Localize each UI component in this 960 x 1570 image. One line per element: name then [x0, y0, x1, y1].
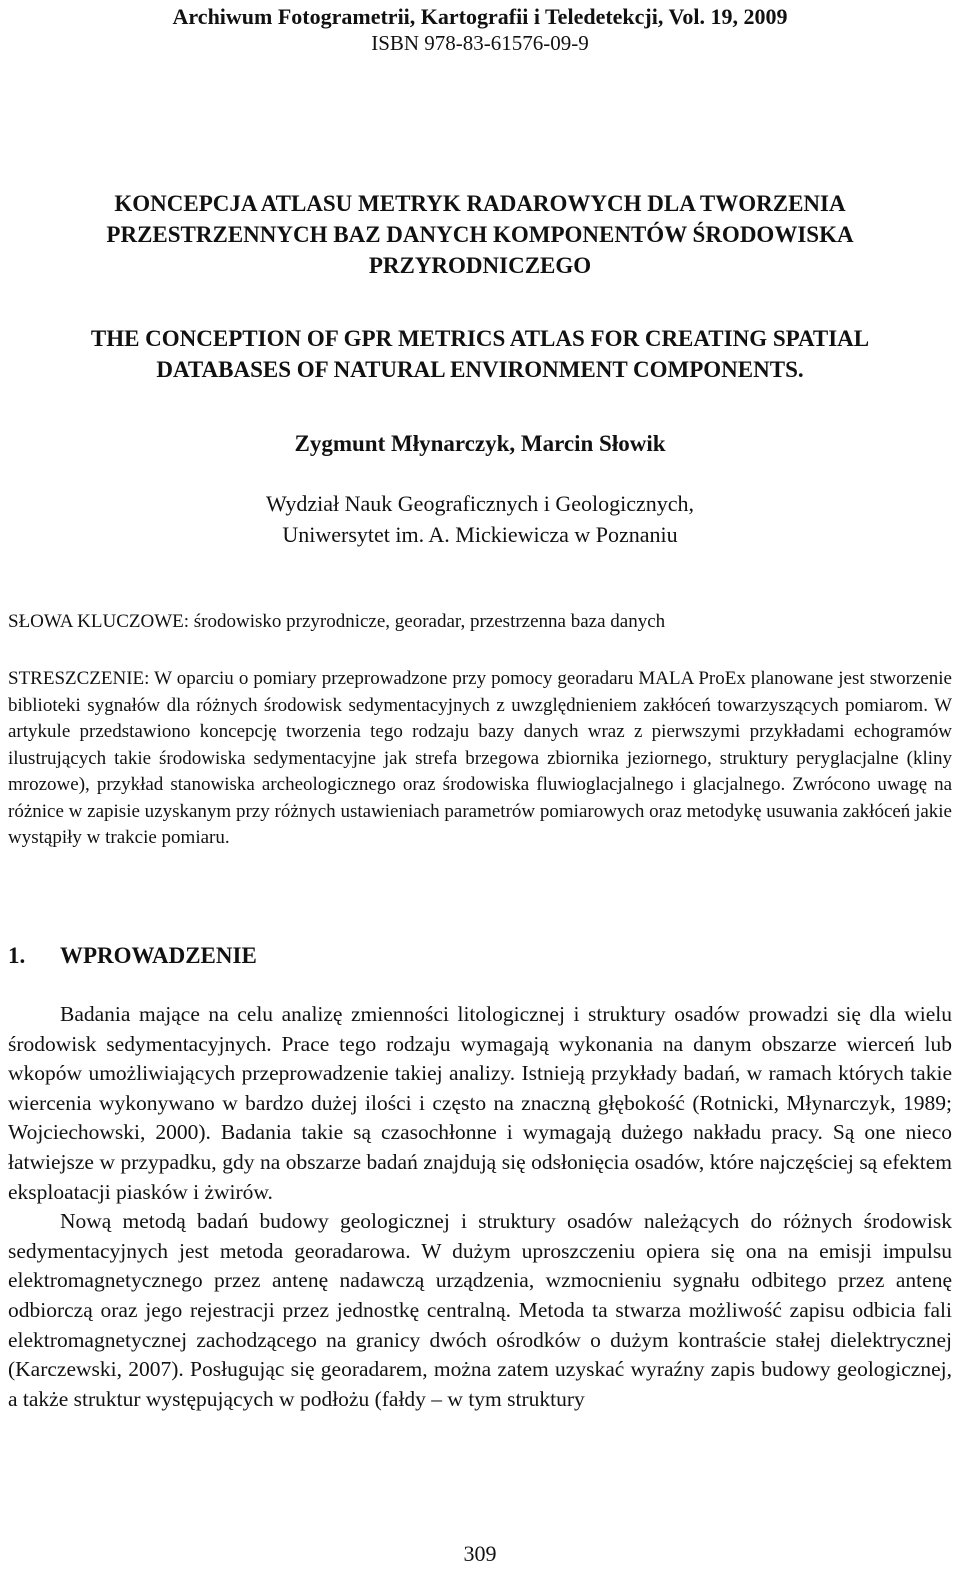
- title-polish: [0, 188, 960, 281]
- abstract: STRESZCZENIE: W oparciu o pomiary przeprowadzone przy pomocy georadaru MALA ProEx planowane jest stworzenie biblioteki sygnałów dla różnych środowisk sedymentacyjnych z uwzględnieniem zakłóceń towarzyszących pomiarom. W artykule przedstawiono koncepcję tworzenia tego rodzaju bazy danych wraz z pierwszymi przykładami echogramów ilustrujących takie środowiska sedymentacyjne jak strefa brzegowa zbiornika jeziornego, struktury peryglacjalne (kliny mrozowe), przykład stanowiska archeologicznego oraz środowiska fluwioglacjalnego i glacjalnego. Zwrócono uwagę na różnice w zapisie uzyskanym przy różnych ustawieniach parametrów pomiarowych oraz metodykę usuwania zakłóceń jakie wystąpiły w trakcie pomiaru.: [8, 668, 952, 848]
- keywords: SŁOWA KLUCZOWE: środowisko przyrodnicze, georadar, przestrzenna baza danych: [8, 611, 666, 632]
- body-text: [8, 1000, 952, 1414]
- body-paragraph: Badania mające na celu analizę zmienności litologicznej i struktury osadów prowadzi się dla wielu środowisk sedymentacyjnych. Prace tego rodzaju wymagają wykonania na danym obszarze wierceń lub wkopów umożliwiających przeprowadzenie takiej analizy. Istnieją przykłady badań, w ramach których takie wiercenia wykonywano w bardzo dużej ilości i często na znaczną głębokość (Rotnicki, Młynarczyk, 1989; Wojciechowski, 2000). Badania takie są czasochłonne i wymagają dużego nakładu pracy. Są one nieco łatwiejsze w przypadku, gdy na obszarze badań znajdują się odsłonięcia osadów, które najczęściej są efektem eksploatacji piasków i żwirów.: [8, 1002, 952, 1204]
- title-polish-line: PRZESTRZENNYCH BAZ DANYCH KOMPONENTÓW ŚRODOWISKA: [106, 222, 854, 247]
- body-paragraph: Nową metodą badań budowy geologicznej i struktury osadów należących do różnych środowisk sedymentacyjnych jest metoda georadarowa. W dużym uproszczeniu opiera się ona na emisji impulsu elektromagnetycznego przez antenę nadawczą urządzenia, wzmocnieniu sygnału odbitego przez antenę odbiorczą oraz jego rejestracji przez jednostkę centralną. Metoda ta stwarza możliwość zapisu odbicia fali elektromagnetycznej zachodzącego na granicy dwóch ośrodków o dużym kontraście stałej dielektrycznej (Karczewski, 2007). Posługując się georadarem, można zatem uzyskać wyraźny zapis budowy geologicznej, a także struktur występujących w podłożu (fałdy – w tym struktury: [8, 1209, 952, 1411]
- isbn: ISBN 978-83-61576-09-9: [371, 31, 589, 55]
- section-title: WPROWADZENIE: [60, 943, 257, 968]
- section-heading: [8, 940, 257, 971]
- affiliation-line: Uniwersytet im. A. Mickiewicza w Poznaniu: [282, 522, 678, 547]
- title-polish-line: PRZYRODNICZEGO: [368, 253, 592, 278]
- title-english-line: THE CONCEPTION OF GPR METRICS ATLAS FOR CREATING SPATIAL: [90, 326, 870, 351]
- title-block: [0, 188, 960, 385]
- affiliation: [0, 488, 960, 550]
- running-head: [0, 3, 960, 57]
- section-number: 1.: [8, 943, 26, 968]
- authors: Zygmunt Młynarczyk, Marcin Słowik: [294, 431, 666, 456]
- title-english: [0, 323, 960, 385]
- page-number: 309: [463, 1541, 497, 1566]
- title-polish-line: KONCEPCJA ATLASU METRYK RADAROWYCH DLA TWORZENIA: [114, 191, 846, 216]
- journal-citation: Archiwum Fotogrametrii, Kartografii i Teledetekcji, Vol. 19, 2009: [172, 4, 788, 29]
- affiliation-line: Wydział Nauk Geograficznych i Geologicznych,: [265, 491, 695, 516]
- title-english-line: DATABASES OF NATURAL ENVIRONMENT COMPONENTS.: [156, 357, 804, 382]
